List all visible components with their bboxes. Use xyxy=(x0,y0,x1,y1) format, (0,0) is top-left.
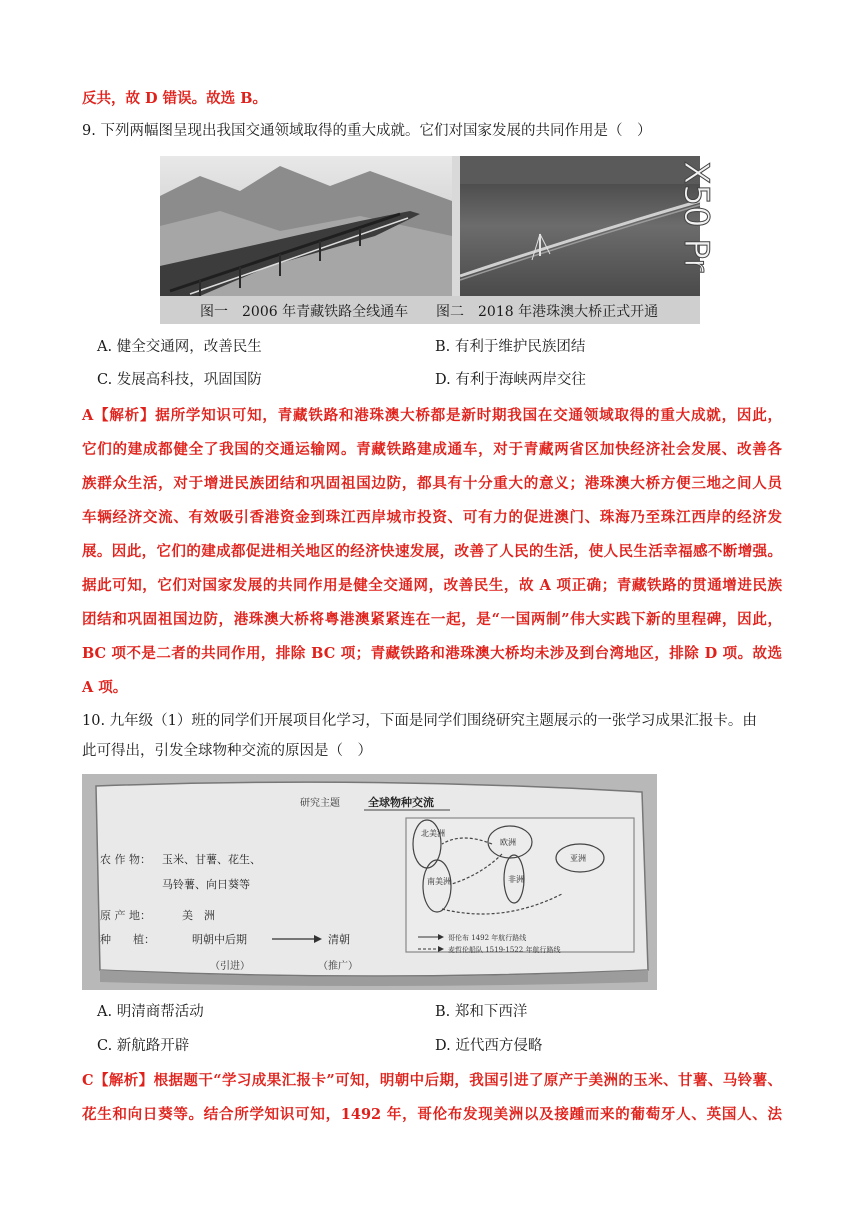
q9-image xyxy=(160,156,716,324)
origin-label: 原 产 地： xyxy=(100,909,151,922)
q9-analysis-line: 它们的建成都健全了我国的交通运输网。青藏铁路建成通车，对于青藏两省区加快经济社会发展、改善各 xyxy=(82,441,782,458)
q10-stem-line-2: 此可得出，引发全球物种交流的原因是（ ） xyxy=(82,743,372,759)
q10-option-a[interactable]: A. 明清商帮活动 xyxy=(97,1004,204,1020)
q9-option-b[interactable]: B. 有利于维护民族团结 xyxy=(435,339,586,355)
watermark: X50 Pr xyxy=(676,161,716,273)
q9-analysis-line: 团结和巩固祖国边防，港珠澳大桥将粤港澳紧紧连在一起，是“一国两制”伟大实践下新的里程碑，因此， xyxy=(82,611,782,628)
q9-option-d[interactable]: D. 有利于海峡两岸交往 xyxy=(435,372,586,388)
q9-analysis-line: 展。因此，它们的建成都促进相关地区的经济快速发展，改善了人民的生活，使人民生活幸福感不断增强。 xyxy=(82,543,782,560)
map-label-north-america: 北美洲 xyxy=(421,829,445,838)
q10-card-image xyxy=(82,774,657,990)
q10-stem-line-1: 10. 九年级（1）班的同学们开展项目化学习，下面是同学们围绕研究主题展示的一张学习成果汇报卡。由 xyxy=(82,713,757,729)
q9-analysis-line: 车辆经济交流、有效吸引香港资金到珠江西岸城市投资、可有力的促进澳门、珠海乃至珠江西岸的经济发 xyxy=(82,509,782,526)
q9-analysis-line: BC 项不是二者的共同作用，排除 BC 项；青藏铁路和港珠澳大桥均未涉及到台湾地区，排除 D 项。故选 xyxy=(82,645,782,662)
q10-option-b[interactable]: B. 郑和下西洋 xyxy=(435,1004,528,1020)
map-label-africa: 非洲 xyxy=(508,875,524,884)
map-legend-1: 哥伦布 1492 年航行路线 xyxy=(448,934,527,942)
railway-photo xyxy=(160,156,452,296)
q10-card-svg xyxy=(82,774,657,990)
caption-1: 图一 2006 年青藏铁路全线通车 xyxy=(200,304,409,320)
plant-to: 清朝 xyxy=(328,933,350,946)
map-label-europe: 欧洲 xyxy=(500,838,516,847)
q9-stem: 9. 下列两幅图呈现出我国交通领域取得的重大成就。它们对国家发展的共同作用是（ ） xyxy=(82,123,652,139)
q9-analysis-line: 族群众生活，对于增进民族团结和巩固祖国边防，都具有十分重大的意义；港珠澳大桥方便三地之间人员 xyxy=(82,475,782,492)
plant-note-1: （引进） xyxy=(210,961,250,972)
q9-photos-svg xyxy=(160,156,716,324)
bridge-photo xyxy=(460,156,700,296)
card-title-prefix: 研究主题 xyxy=(300,798,340,809)
q9-option-c[interactable]: C. 发展高科技，巩固国防 xyxy=(97,372,262,388)
q10-analysis-line: 花生和向日葵等。结合所学知识可知，1492 年，哥伦布发现美洲以及接踵而来的葡萄牙人、英国人、法 xyxy=(82,1106,782,1123)
crops-label: 农 作 物： xyxy=(100,853,151,866)
q9-analysis-line: A 项。 xyxy=(82,679,128,696)
q9-option-a[interactable]: A. 健全交通网，改善民生 xyxy=(97,339,262,355)
map-label-south-america: 南美洲 xyxy=(427,877,451,886)
plant-from: 明朝中后期 xyxy=(192,933,247,946)
previous-answer-tail: 反共，故 D 错误。故选 B。 xyxy=(82,90,267,107)
crops-line-1: 玉米、甘薯、花生、 xyxy=(162,853,261,866)
plant-label: 种 植： xyxy=(100,933,155,946)
caption-2: 图二 2018 年港珠澳大桥正式开通 xyxy=(436,304,659,320)
crops-line-2: 马铃薯、向日葵等 xyxy=(162,878,250,891)
map-legend-2: 麦哲伦船队 1519-1522 年航行路线 xyxy=(448,946,561,954)
origin-value: 美 洲 xyxy=(182,909,215,922)
q9-analysis-line: A【解析】据所学知识可知，青藏铁路和港珠澳大桥都是新时期我国在交通领域取得的重大成就，因此， xyxy=(82,407,782,424)
map-label-asia: 亚洲 xyxy=(570,854,586,863)
plant-note-2: （推广） xyxy=(318,961,358,972)
q10-option-c[interactable]: C. 新航路开辟 xyxy=(97,1038,190,1054)
q10-analysis-line: C【解析】根据题干“学习成果汇报卡”可知，明朝中后期，我国引进了原产于美洲的玉米、甘薯、马铃薯、 xyxy=(82,1072,782,1089)
q10-option-d[interactable]: D. 近代西方侵略 xyxy=(435,1038,543,1054)
q9-analysis-line: 据此可知，它们对国家发展的共同作用是健全交通网，改善民生，故 A 项正确；青藏铁路的贯通增进民族 xyxy=(82,577,782,594)
card-title: 全球物种交流 xyxy=(368,796,434,809)
